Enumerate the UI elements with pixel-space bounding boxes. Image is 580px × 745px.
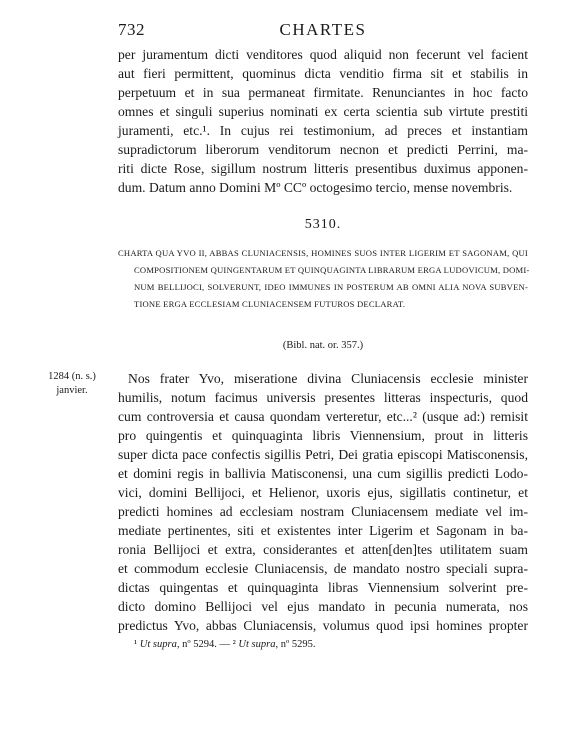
text-line: supradictorum liberorum venditorum necnon et predicti Perrini, ma- [118, 142, 528, 157]
page-number: 732 [118, 20, 145, 39]
text-line: dum. Datum anno Domini Mº CCº octogesimo tercio, mense novembris. [118, 180, 513, 195]
footnote-2-text: Ut supra [238, 639, 276, 650]
footnote-2-ref: , nº 5295. [275, 639, 316, 650]
text-line: juramenti, etc.¹. In cujus rei testimonium, ad preces et instantiam [118, 123, 528, 138]
text-line: aut fieri permittent, quominus dicta venditio firma sit et stabilis in [118, 66, 528, 81]
text-line: Nos frater Yvo, miseratione divina Cluniacensis ecclesie minister [128, 371, 528, 386]
text-line: pro quingentis et quinquaginta libris Viennensium, prout in litteris [118, 428, 528, 443]
text-line: predicti homines ad ecclesiam nostram Cluniacensem mediate vel im- [118, 504, 528, 519]
footnotes [134, 639, 315, 650]
margin-date-year: 1284 (n. s.) [48, 371, 96, 382]
footnote-2-mark: ² [232, 639, 236, 650]
summary-line: NUM BELLIJOCI, SOLVERUNT, IDEO IMMUNES IN POSTERUM AB OMNI ALIA NOVA SUBVEN- [134, 282, 528, 292]
text-line: humilis, notum facimus universis presentes litteras inspecturis, quod [118, 390, 528, 405]
text-line: et domini regis in ballivia Matisconensi, una cum sigillis predicti Lodo- [118, 466, 528, 481]
text-line: et commodum ecclesie Cluniacensis, de mandato nostro speciali supra- [118, 561, 528, 576]
text-line: dicto domino Bellijoci vel ejus mandato in pecunia numerata, nos [118, 599, 528, 614]
text-line: vici, domini Bellijoci, et Helienor, uxoris ejus, sigillatis continetur, et [118, 485, 528, 500]
footnote-1-mark: ¹ [134, 639, 138, 650]
page-header [118, 20, 528, 40]
source-reference: (Bibl. nat. or. 357.) [282, 340, 364, 351]
text-line: perpetuum et in sua permaneat firmitate. Renunciantes in hoc facto [118, 85, 528, 100]
footnote-1-text: Ut supra [139, 639, 177, 650]
charter-number: 5310. [304, 217, 342, 232]
margin-date-month: janvier. [56, 385, 88, 396]
text-line: dictas quingentas et quinquaginta libras Viennensium solverint pre- [118, 580, 528, 595]
text-line: predictus Yvo, abbas Cluniacensis, volumus quod ipsi homines propter [118, 618, 528, 633]
text-line: mediate pertinentes, siti et existentes inter Ligerim et Sagonam in ba- [118, 523, 528, 538]
text-line: super dicta pace confectis sigillis Petri, Dei gratia episcopi Matisconensis, [118, 447, 528, 462]
text-line: riti dicte Rose, sigillum nostrum litteris presentibus duximus apponen- [118, 161, 528, 176]
text-line: omnes et singuli superius nominati ex certa scientia sub virtute prestiti [118, 104, 528, 119]
text-line: per juramentum dicti venditores quod aliquid non fecerunt vel facient [118, 47, 528, 62]
summary-line: COMPOSITIONEM QUINGENTARUM ET QUINQUAGINTA LIBRARUM ERGA LUDOVICUM, DOMI- [134, 265, 530, 275]
text-line: cum controversia et causa quondam verteretur, etc...² (usque ad:) remisit [118, 409, 528, 424]
running-title: CHARTES [279, 20, 367, 39]
summary-line: CHARTA QUA YVO II, ABBAS CLUNIACENSIS, HOMINES SUOS INTER LIGERIM ET SAGONAM, QUI [118, 248, 528, 258]
text-line: ronia Bellijoci et extra, considerantes et atten[den]tes utilitatem suam [118, 542, 528, 557]
footnote-1-ref: , nº 5294. — [176, 639, 230, 650]
summary-line: TIONE ERGA ECCLESIAM CLUNIACENSEM FUTUROS DECLARAT. [134, 299, 406, 309]
